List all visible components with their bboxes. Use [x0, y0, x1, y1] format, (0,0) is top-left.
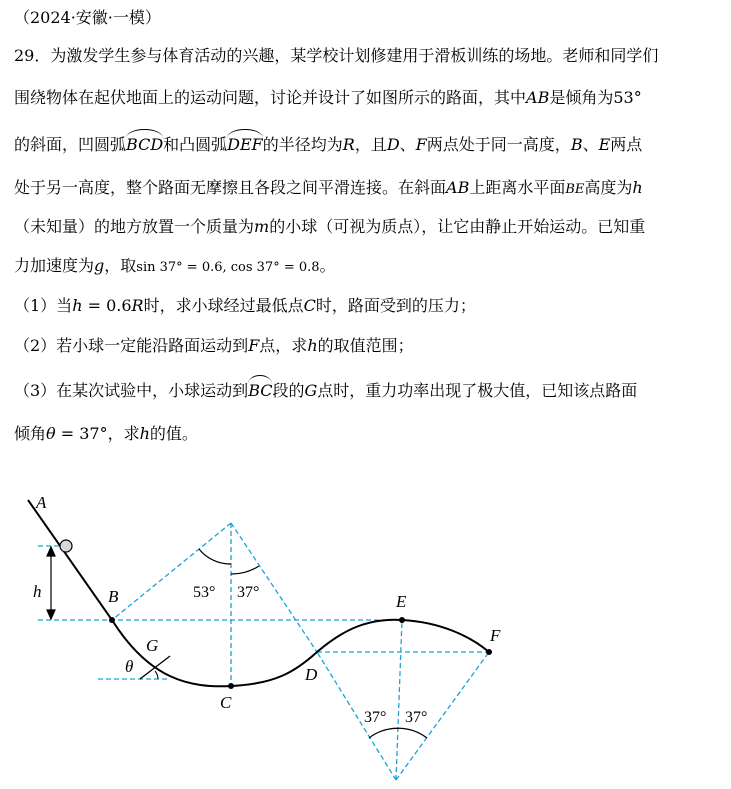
label-B: B: [108, 587, 119, 606]
h-arrow: [47, 547, 55, 619]
text: 段的: [272, 381, 305, 400]
point-E-dot: [399, 617, 405, 623]
text: 的斜面，凹圆弧: [14, 135, 127, 154]
label-h: h: [33, 582, 42, 601]
text: 是倾角为53°: [549, 88, 642, 107]
theta-angle-arc: [155, 671, 158, 679]
text: （3）在某次试验中，小球运动到: [14, 381, 249, 400]
angle-arc-top-right: [231, 566, 259, 574]
top-radius-left: [112, 523, 231, 620]
arc-BCD: BCD: [126, 132, 163, 155]
trig-values: sin 37° = 0.6, cos 37° = 0.8: [136, 260, 320, 275]
var-theta: θ: [46, 424, 56, 443]
text: 时，求小球经过最低点: [143, 296, 304, 315]
text: ，且: [354, 135, 387, 154]
problem-number: 29．: [14, 46, 51, 65]
point-F-dot: [486, 649, 492, 655]
text: 两点: [610, 135, 643, 154]
point-B-dot: [109, 617, 115, 623]
text: 的取值范围；: [317, 336, 414, 355]
var-D: D: [386, 135, 400, 154]
point-C-dot: [228, 683, 234, 689]
text: 力加速度为: [14, 256, 95, 275]
var-h: h: [72, 296, 83, 315]
label-theta: θ: [125, 657, 134, 676]
ball: [60, 540, 72, 552]
text: ，取: [104, 256, 137, 275]
text: 的半径均为: [262, 135, 343, 154]
text: 、: [399, 135, 416, 154]
angle-label-bottom-right: 37°: [405, 709, 428, 726]
text: 上距离水平面: [469, 178, 566, 197]
label-G: G: [146, 636, 159, 655]
var-h: h: [632, 178, 643, 197]
text: ，求: [107, 424, 140, 443]
var-B: B: [570, 135, 583, 154]
var-R: R: [131, 296, 144, 315]
angle-label-top-left: 53°: [193, 584, 216, 601]
text: = 37°: [55, 424, 108, 443]
var-C: C: [303, 296, 316, 315]
var-G: G: [304, 381, 318, 400]
text: （2）若小球一定能沿路面运动到: [14, 336, 249, 355]
var-AB: AB: [446, 178, 470, 197]
label-F: F: [490, 626, 501, 645]
bottom-radius-vertical: [396, 620, 402, 780]
text: 点时，重力功率出现了极大值，已知该点路面: [317, 381, 638, 400]
angle-label-bottom-left: 37°: [364, 709, 387, 726]
text: = 0.6: [82, 296, 132, 315]
label-D: D: [305, 665, 318, 684]
var-g: g: [94, 256, 105, 275]
label-C: C: [220, 693, 232, 712]
var-E: E: [598, 135, 611, 154]
problem-source: （2024·安徽·一模）: [14, 8, 161, 27]
arc-DEF: DEF: [227, 132, 263, 155]
label-E: E: [396, 592, 407, 611]
var-F: F: [248, 336, 260, 355]
text: 点，求: [259, 336, 308, 355]
text: 处于另一高度，整个路面无摩擦且各段之间平滑连接。在斜面: [14, 178, 447, 197]
text: 两点处于同一高度，: [426, 135, 571, 154]
text: 高度为: [584, 178, 633, 197]
dashed-construction-lines: [38, 523, 489, 780]
var-h: h: [307, 336, 318, 355]
text: 倾角: [14, 424, 47, 443]
text: 。: [319, 256, 336, 275]
h-arrow-head-top: [47, 547, 55, 556]
h-arrow-head-bottom: [47, 610, 55, 619]
var-F: F: [415, 135, 427, 154]
angle-label-top-right: 37°: [237, 584, 260, 601]
text: 为激发学生参与体育活动的兴趣，某学校计划修建用于滑板训练的场地。老师和同学们: [50, 46, 659, 65]
text: 的值。: [149, 424, 198, 443]
var-m: m: [254, 217, 270, 236]
text: 围绕物体在起伏地面上的运动问题，讨论并设计了如图所示的路面，其中: [14, 88, 527, 107]
text: 、: [582, 135, 599, 154]
text: 时，路面受到的压力；: [315, 296, 476, 315]
var-R: R: [342, 135, 355, 154]
var-h: h: [139, 424, 150, 443]
angle-arc-top-left: [199, 549, 231, 564]
arc-BC: BC: [248, 378, 272, 401]
text: 和凸圆弧: [163, 135, 228, 154]
text: （1）当: [14, 296, 73, 315]
var-AB: AB: [526, 88, 550, 107]
var-BE: BE: [565, 182, 585, 197]
text: （未知量）的地方放置一个质量为: [14, 217, 255, 236]
label-A: A: [36, 493, 47, 512]
text: 的小球（可视为质点），让它由静止开始运动。已知重: [269, 217, 646, 236]
